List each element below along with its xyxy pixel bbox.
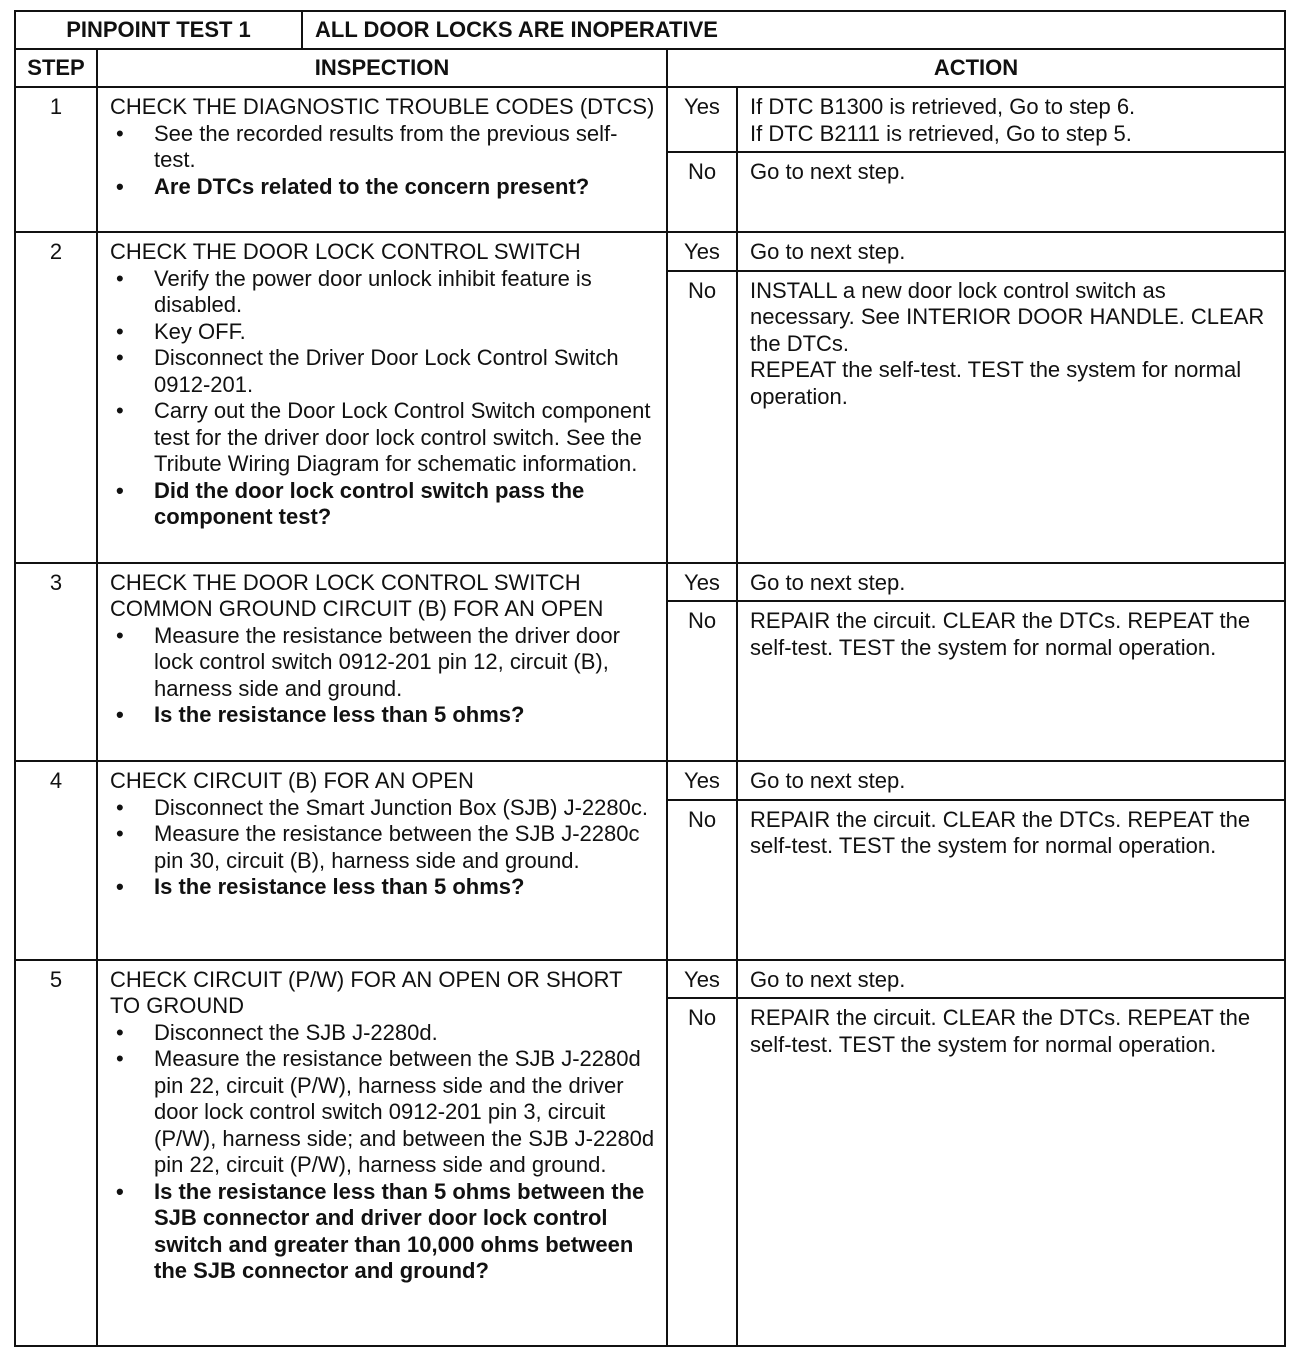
action-line: If DTC B1300 is retrieved, Go to step 6. bbox=[750, 94, 1136, 119]
yes-action bbox=[737, 563, 1285, 602]
inspection-bullet: • Disconnect the Driver Door Lock Control Switch 0912-201. bbox=[110, 345, 656, 398]
inspection-bullet: • Carry out the Door Lock Control Switch component test for the driver door lock control switch. See the Tribute Wiring Diagram for schematic information. bbox=[110, 398, 656, 478]
step-row bbox=[15, 960, 1285, 999]
yes-label: Yes bbox=[667, 232, 737, 271]
no-action bbox=[737, 601, 1285, 761]
inspection-bullet: • Measure the resistance between the driver door lock control switch 0912-201 pin 12, circuit (B), harness side and ground. bbox=[110, 623, 656, 703]
action-line: Go to next step. bbox=[750, 966, 906, 992]
no-action bbox=[737, 152, 1285, 232]
inspection-bullet: • Verify the power door unlock inhibit feature is disabled. bbox=[110, 266, 656, 319]
no-label: No bbox=[667, 800, 737, 960]
step-row bbox=[15, 87, 1285, 152]
column-header-row bbox=[15, 49, 1285, 87]
inspection-bullet: • See the recorded results from the previous self-test. bbox=[110, 121, 656, 174]
inspection-title: CHECK CIRCUIT (B) FOR AN OPEN bbox=[110, 768, 474, 793]
inspection-title: CHECK CIRCUIT (P/W) FOR AN OPEN OR SHORT TO GROUND bbox=[110, 966, 623, 1018]
inspection-title: CHECK THE DOOR LOCK CONTROL SWITCH bbox=[110, 239, 581, 264]
action-line: REPAIR the circuit. CLEAR the DTCs. REPEAT the self-test. TEST the system for normal operation. bbox=[750, 608, 1251, 660]
inspection-cell bbox=[97, 761, 667, 960]
column-header-step: STEP bbox=[15, 49, 97, 87]
yes-label: Yes bbox=[667, 563, 737, 602]
yes-label: Yes bbox=[667, 960, 737, 999]
inspection-question: • Is the resistance less than 5 ohms between the SJB connector and driver door lock control switch and greater than 10,000 ohms between the SJB connector and ground? bbox=[110, 1179, 656, 1285]
action-line: REPAIR the circuit. CLEAR the DTCs. REPEAT the self-test. TEST the system for normal operation. bbox=[750, 1005, 1251, 1057]
no-label: No bbox=[667, 601, 737, 761]
inspection-cell bbox=[97, 960, 667, 1347]
column-header-inspection: INSPECTION bbox=[97, 49, 667, 87]
step-number: 3 bbox=[15, 563, 97, 762]
inspection-list bbox=[110, 623, 656, 729]
step-number: 4 bbox=[15, 761, 97, 960]
action-line: REPAIR the circuit. CLEAR the DTCs. REPEAT the self-test. TEST the system for normal operation. bbox=[750, 806, 1251, 858]
step-row bbox=[15, 563, 1285, 602]
no-action bbox=[737, 271, 1285, 563]
inspection-title: CHECK THE DOOR LOCK CONTROL SWITCH COMMON GROUND CIRCUIT (B) FOR AN OPEN bbox=[110, 569, 604, 621]
inspection-bullet: • Disconnect the SJB J-2280d. bbox=[110, 1020, 656, 1047]
no-label: No bbox=[667, 152, 737, 232]
action-line: Go to next step. bbox=[750, 239, 906, 264]
no-action bbox=[737, 800, 1285, 960]
action-line: If DTC B2111 is retrieved, Go to step 5. bbox=[750, 120, 1132, 146]
inspection-title: CHECK THE DIAGNOSTIC TROUBLE CODES (DTCS) bbox=[110, 94, 655, 119]
pinpoint-test-document bbox=[14, 10, 1284, 1347]
no-label: No bbox=[667, 271, 737, 563]
inspection-question: • Is the resistance less than 5 ohms? bbox=[110, 874, 656, 901]
yes-action bbox=[737, 960, 1285, 999]
action-line: Go to next step. bbox=[750, 159, 906, 184]
inspection-question: • Is the resistance less than 5 ohms? bbox=[110, 702, 656, 729]
yes-label: Yes bbox=[667, 87, 737, 152]
column-header-action: ACTION bbox=[667, 49, 1285, 87]
inspection-bullet: • Measure the resistance between the SJB J-2280c pin 30, circuit (B), harness side and ground. bbox=[110, 821, 656, 874]
step-number: 2 bbox=[15, 232, 97, 563]
yes-action bbox=[737, 232, 1285, 271]
inspection-list bbox=[110, 266, 656, 531]
action-line: Go to next step. bbox=[750, 768, 906, 793]
action-line: Go to next step. bbox=[750, 569, 906, 595]
step-row bbox=[15, 761, 1285, 800]
inspection-list bbox=[110, 1020, 656, 1285]
pinpoint-test-table bbox=[14, 10, 1286, 1347]
yes-action bbox=[737, 761, 1285, 800]
action-line: INSTALL a new door lock control switch as necessary. See INTERIOR DOOR HANDLE. CLEAR the DTCs. bbox=[750, 277, 1265, 356]
inspection-cell bbox=[97, 87, 667, 232]
no-action bbox=[737, 998, 1285, 1346]
yes-action bbox=[737, 87, 1285, 152]
inspection-bullet: • Measure the resistance between the SJB J-2280d pin 22, circuit (P/W), harness side and the driver door lock control switch 0912-201 pin 3, circuit (P/W), harness side; and between the SJB J-2280d pin 22, circuit (P/W), harness side and ground. bbox=[110, 1046, 656, 1179]
yes-label: Yes bbox=[667, 761, 737, 800]
inspection-question: • Are DTCs related to the concern present? bbox=[110, 174, 656, 201]
inspection-cell bbox=[97, 232, 667, 563]
step-number: 5 bbox=[15, 960, 97, 1347]
inspection-cell bbox=[97, 563, 667, 762]
inspection-bullet: • Key OFF. bbox=[110, 319, 656, 346]
inspection-list bbox=[110, 795, 656, 901]
inspection-list bbox=[110, 121, 656, 201]
step-row bbox=[15, 232, 1285, 271]
no-label: No bbox=[667, 998, 737, 1346]
test-title: ALL DOOR LOCKS ARE INOPERATIVE bbox=[302, 11, 1285, 49]
inspection-question: • Did the door lock control switch pass the component test? bbox=[110, 478, 656, 531]
action-line: REPEAT the self-test. TEST the system for normal operation. bbox=[750, 357, 1242, 409]
step-number: 1 bbox=[15, 87, 97, 232]
title-row bbox=[15, 11, 1285, 49]
test-id: PINPOINT TEST 1 bbox=[15, 11, 302, 49]
inspection-bullet: • Disconnect the Smart Junction Box (SJB) J-2280c. bbox=[110, 795, 656, 822]
